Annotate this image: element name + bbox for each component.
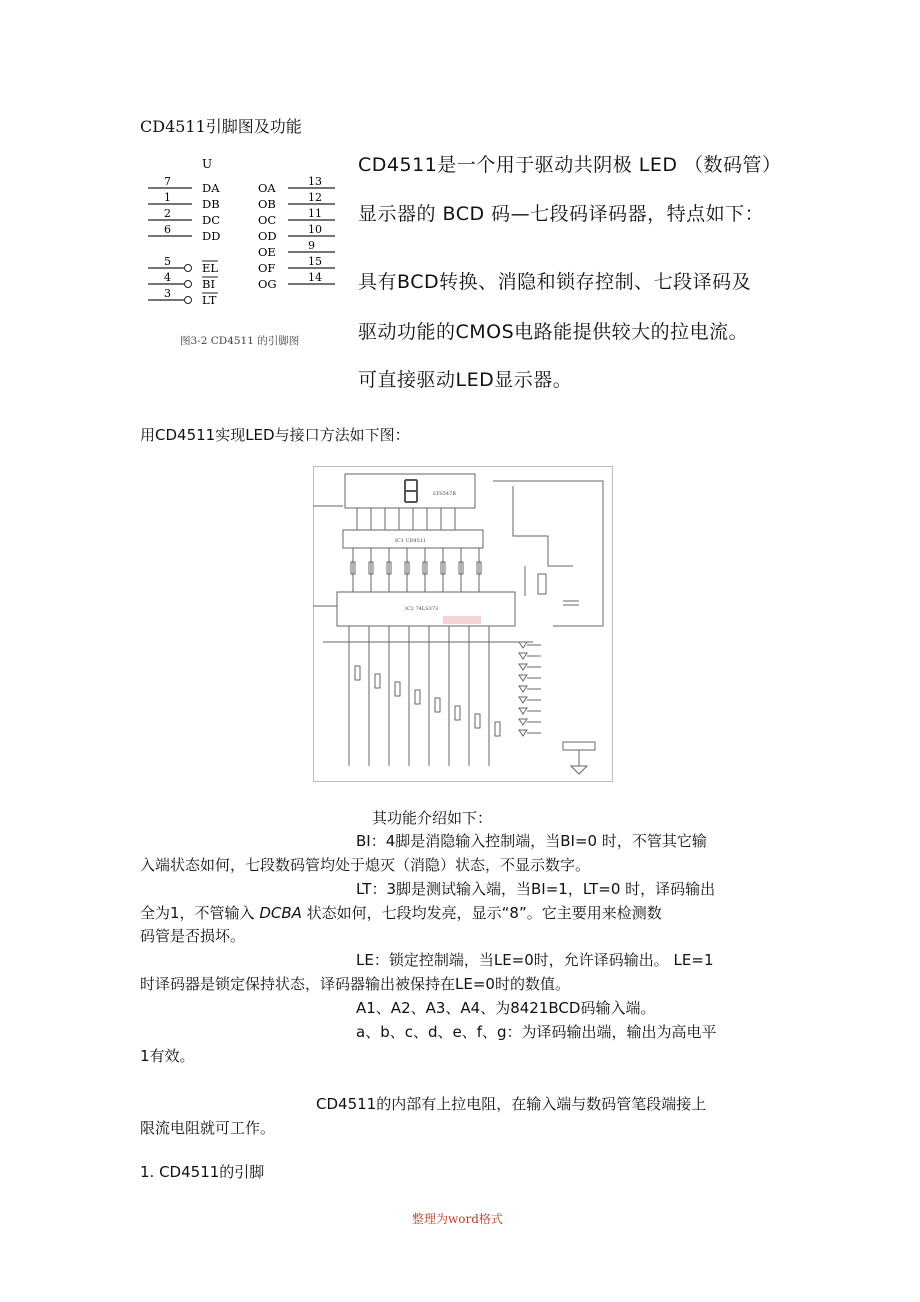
resistor [395,682,400,696]
intro-line-1: CD4511是一个用于驱动共阴极 LED （数码管） [358,154,782,176]
outputs-line-2: 1有效。 [140,1047,195,1065]
le-line-1: LE：锁定控制端，当LE=0时，允许译码输出。 LE=1 [356,951,714,969]
bi-line-1: BI：4脚是消隐输入控制端，当BI=0 时，不管其它输 [356,832,707,850]
pin-number-right: 14 [308,271,322,284]
diode [519,675,527,681]
functions-heading: 其功能介绍如下： [372,809,493,827]
le-line-2: 时译码器是锁定保持状态，译码器输出被保持在LE=0时的数值。 [140,975,570,993]
pin-name-left: BI [202,277,215,291]
resistor [435,698,440,712]
lt-line-1: LT：3脚是测试输入端，当BI=1，LT=0 时，译码输出 [356,880,716,898]
pin-name-right: OB [258,197,276,211]
resistor [375,674,380,688]
pin-diagram-caption: 图3-2 CD4511 的引脚图 [180,335,300,347]
pullup-line-2: 限流电阻就可工作。 [140,1119,276,1137]
diode [519,664,527,670]
lt-line-2b: DCBA [259,904,302,922]
resistor [495,722,500,736]
pin-diagram [140,150,340,358]
diode [519,708,527,714]
chip-label: U [202,157,213,171]
pin-number-left: 4 [164,271,171,284]
pin-name-right: OG [258,277,277,291]
pin-number-left: 5 [164,255,171,268]
bi-line-2: 入端状态如何，七段数码管均处于熄灭（消隐）状态，不显示数字。 [140,856,591,874]
pin-name-left: EL [202,261,219,275]
display-label: LTS547R [433,491,456,497]
pin-name-right: OE [258,245,276,259]
resistor [455,706,460,720]
pin-number-left: 2 [164,207,171,220]
lt-line-2c: 状态如何，七段均发亮，显示“8”。它主要用来检测数 [301,904,662,922]
pin-number-right: 9 [308,239,315,252]
ic2-label: IC2 74LS373 [405,606,439,612]
pin-name-right: OA [258,181,276,195]
pin-number-right: 12 [308,191,322,204]
intro-line-3: 具有BCD转换、消隐和锁存控制、七段译码及 [358,271,752,293]
pin-bubble [185,297,192,304]
resistor [475,714,480,728]
footer-note: 整理为word格式 [412,1212,503,1226]
diode [519,642,527,648]
intro-line-2: 显示器的 BCD 码—七段码译码器，特点如下： [358,203,765,225]
pin-number-right: 13 [308,175,322,188]
diode [519,653,527,659]
pin-number-left: 7 [164,175,171,188]
pin-number-left: 1 [164,191,171,204]
pin-name-right: OF [258,261,276,275]
pin-name-left: DD [202,229,221,243]
diode [519,697,527,703]
lt-line-2 [140,902,662,923]
intro-line-5: 可直接驱动LED显示器。 [358,369,573,391]
pin-name-left: LT [202,293,217,307]
resistor [355,666,360,680]
pin-name-left: DC [202,213,221,227]
page-title: CD4511引脚图及功能 [140,117,302,136]
pin-name-right: OD [258,229,277,243]
intro-line-4: 驱动功能的CMOS电路能提供较大的拉电流。 [358,321,749,343]
pin-name-right: OC [258,213,277,227]
lt-line-2a: 全为1，不管输入 [140,904,260,922]
pin-number-right: 11 [308,207,322,220]
a-inputs-line: A1、A2、A3、A4、为8421BCD码输入端。 [356,999,656,1017]
outputs-line-1: a、b、c、d、e、f、g：为译码输出端，输出为高电平 [356,1023,717,1041]
diode [519,686,527,692]
interface-heading: 用CD4511实现LED与接口方法如下图： [140,426,410,444]
pin-name-left: DA [202,181,220,195]
lt-line-3: 码管是否损坏。 [140,927,246,945]
section-heading: 1. CD4511的引脚 [140,1163,265,1181]
diode [519,719,527,725]
pullup-line-1: CD4511的内部有上拉电阻，在输入端与数码管笔段端接上 [316,1095,707,1113]
diode [519,730,527,736]
pin-number-right: 10 [308,223,322,236]
pin-name-left: DB [202,197,220,211]
pin-number-right: 15 [308,255,322,268]
pin-number-left: 3 [164,287,171,300]
pin-bubble [185,281,192,288]
ic1-label: IC1 CD4511 [395,538,427,544]
pin-bubble [185,265,192,272]
circuit-schematic [313,466,613,782]
resistor [415,690,420,704]
pin-number-left: 6 [164,223,171,236]
